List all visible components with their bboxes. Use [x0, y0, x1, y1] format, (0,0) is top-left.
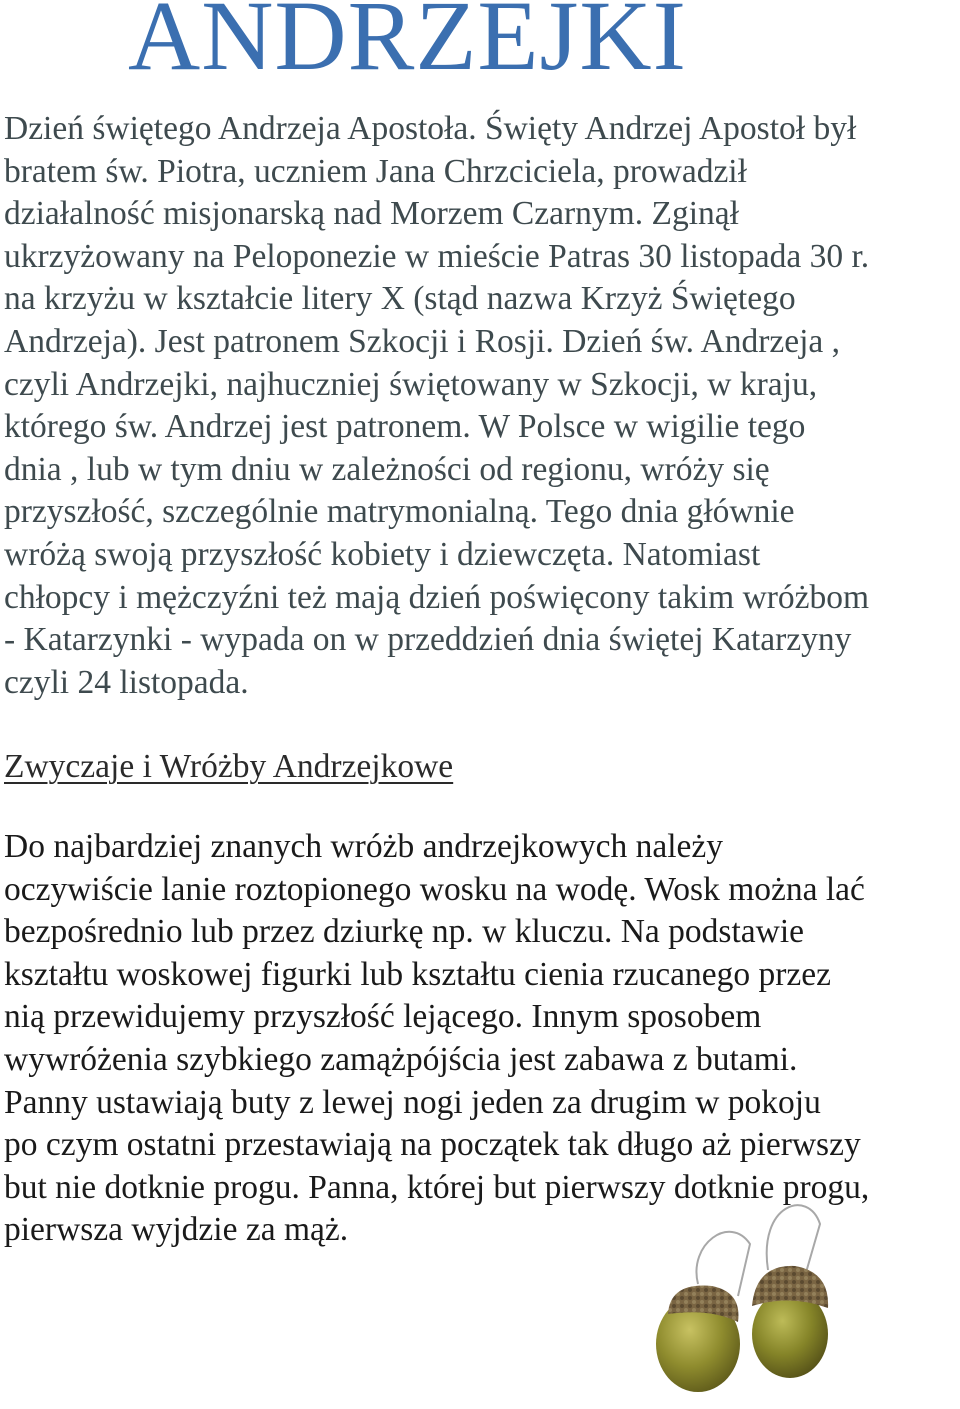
intro-line: którego św. Andrzej jest patronem. W Polsce w wigilie tego — [4, 408, 806, 446]
acorn-earrings-icon — [640, 1184, 960, 1409]
body-line: pierwsza wyjdzie za mąż. — [4, 1211, 349, 1249]
intro-line: wróżą swoją przyszłość kobiety i dziewczęta. Natomiast — [4, 535, 761, 573]
body-line: Do najbardziej znanych wróżb andrzejkowych należy — [4, 828, 723, 865]
intro-paragraph — [4, 108, 869, 704]
body-line: nią przewidujemy przyszłość lejącego. Innym sposobem — [4, 998, 762, 1036]
intro-line: na krzyżu w kształcie litery X (stąd nazwa Krzyż Świętego — [4, 280, 796, 318]
intro-line: Andrzeja). Jest patronem Szkocji i Rosji. Dzień św. Andrzeja , — [4, 322, 841, 360]
section-heading: Zwyczaje i Wróżby Andrzejkowe — [4, 748, 454, 785]
body-line: po czym ostatni przestawiają na początek tak długo aż pierwszy — [4, 1126, 861, 1164]
intro-line: czyli 24 listopada. — [4, 663, 249, 701]
intro-line: dnia , lub w tym dniu w zależności od regionu, wróży się — [4, 450, 770, 488]
intro-line: Dzień świętego Andrzeja Apostoła. Święty Andrzej Apostoł był — [4, 110, 857, 147]
intro-line: ukrzyżowany na Peloponezie w mieście Patras 30 listopada 30 r. — [4, 237, 870, 275]
intro-line: działalność misjonarską nad Morzem Czarnym. Zginął — [4, 195, 739, 233]
intro-line: przyszłość, szczególnie matrymonialną. Tego dnia głównie — [4, 493, 795, 531]
page-title: ANDRZEJKI — [128, 0, 687, 91]
body-line: but nie dotknie progu. Panna, której but pierwszy dotknie progu, — [4, 1168, 870, 1206]
intro-line: bratem św. Piotra, uczniem Jana Chrzciciela, prowadził — [4, 152, 747, 190]
intro-line: czyli Andrzejki, najhuczniej świętowany w Szkocji, w kraju, — [4, 365, 818, 403]
intro-line: - Katarzynki - wypada on w przeddzień dnia świętej Katarzyny — [4, 621, 852, 659]
body-line: Panny ustawiają buty z lewej nogi jeden za drugim w pokoju — [4, 1083, 821, 1121]
body-line: bezpośrednio lub przez dziurkę np. w kluczu. Na podstawie — [4, 913, 805, 951]
body-line: wywróżenia szybkiego zamążpójścia jest zabawa z butami. — [4, 1040, 798, 1078]
body-line: oczywiście lanie roztopionego wosku na wodę. Wosk można lać — [4, 870, 865, 908]
intro-line: chłopcy i mężczyźni też mają dzień poświęcony takim wróżbom — [4, 578, 870, 616]
body-line: kształtu woskowej figurki lub kształtu cienia rzucanego przez — [4, 955, 831, 993]
